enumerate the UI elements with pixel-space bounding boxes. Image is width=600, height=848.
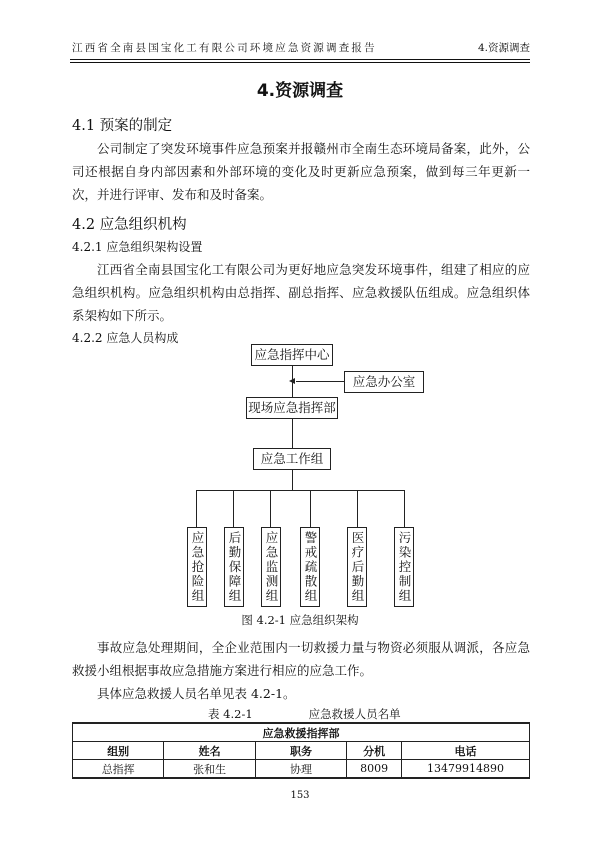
personnel-table <box>72 722 530 779</box>
paragraph-mobilization: 事故应急处理期间，全企业范围内一切救援力量与物资必须服从调派，各应急救援小组根据事故应急措施方案进行相应的应急工作。 <box>72 640 530 678</box>
section-4-2-1-paragraph: 江西省全南县国宝化工有限公司为更好地应急突发环境事件，组建了相应的应急组织机构。应急组织机构由总指挥、副总指挥、应急救援队伍组成。应急组织体系架构如下所示。 <box>72 262 530 323</box>
connector-site-work <box>292 419 293 449</box>
column-header-extension: 分机 <box>347 742 402 760</box>
header-rule-thin <box>70 62 530 63</box>
box-team-evacuation: 警戒疏散组 <box>300 527 320 607</box>
connector-team-4 <box>310 490 311 527</box>
connector-work-bus <box>292 470 293 490</box>
connector-team-3 <box>270 490 271 527</box>
cell-phone: 13479914890 <box>402 760 530 779</box>
box-team-rescue: 应急抢险组 <box>187 527 207 607</box>
cell-group: 总指挥 <box>73 760 164 779</box>
box-team-medical: 医疗后勤组 <box>347 527 367 607</box>
section-4-2-1-heading: 4.2.1 应急组织架构设置 <box>72 240 203 254</box>
page-number: 153 <box>290 790 310 801</box>
cell-extension: 8009 <box>347 760 402 779</box>
cell-position: 协理 <box>255 760 346 779</box>
connector-team-5 <box>357 490 358 527</box>
arrow-left-icon <box>289 378 295 384</box>
paragraph-table-reference: 具体应急救援人员名单见表 4.2-1。 <box>97 686 296 701</box>
box-team-pollution-control: 污染控制组 <box>394 527 414 607</box>
box-emergency-office: 应急办公室 <box>344 371 424 393</box>
section-4-2-heading: 4.2 应急组织机构 <box>72 217 187 233</box>
connector-team-2 <box>233 490 234 527</box>
connector-team-6 <box>404 490 405 527</box>
table-number: 表 4.2-1 <box>208 707 253 721</box>
box-team-monitoring: 应急监测组 <box>261 527 281 607</box>
figure-caption: 图 4.2-1 应急组织架构 <box>241 613 359 627</box>
table-group-title: 应急救援指挥部 <box>73 723 530 742</box>
cell-name: 张和生 <box>164 760 255 779</box>
page-title: 4.资源调查 <box>256 81 344 101</box>
column-header-name: 姓名 <box>164 742 255 760</box>
table-caption <box>208 706 401 722</box>
box-emergency-work-group: 应急工作组 <box>253 448 331 470</box>
table-header-row <box>73 742 530 760</box>
connector-bus <box>196 490 404 491</box>
box-site-command: 现场应急指挥部 <box>246 397 338 419</box>
table-row <box>73 760 530 779</box>
box-emergency-command-center: 应急指挥中心 <box>251 344 333 366</box>
column-header-group: 组别 <box>73 742 164 760</box>
connector-team-1 <box>196 490 197 527</box>
table-title: 应急救援人员名单 <box>308 707 401 721</box>
box-team-logistics: 后勤保障组 <box>224 527 244 607</box>
connector-office <box>296 381 344 382</box>
header-section-name: 4.资源调查 <box>477 42 530 54</box>
header-report-title: 江西省全南县国宝化工有限公司环境应急资源调查报告 <box>72 42 377 54</box>
section-4-1-paragraph: 公司制定了突发环境事件应急预案并报赣州市全南生态环境局备案，此外，公司还根据自身内部因素和外部环境的变化及时更新应急预案，做到每三年更新一次，并进行评审、发布和及时备案。 <box>72 141 530 202</box>
header-rule <box>70 59 530 60</box>
column-header-phone: 电话 <box>402 742 530 760</box>
section-4-2-2-heading: 4.2.2 应急人员构成 <box>72 331 179 345</box>
column-header-position: 职务 <box>255 742 346 760</box>
section-4-1-heading: 4.1 预案的制定 <box>72 118 173 134</box>
table-group-row <box>73 723 530 742</box>
